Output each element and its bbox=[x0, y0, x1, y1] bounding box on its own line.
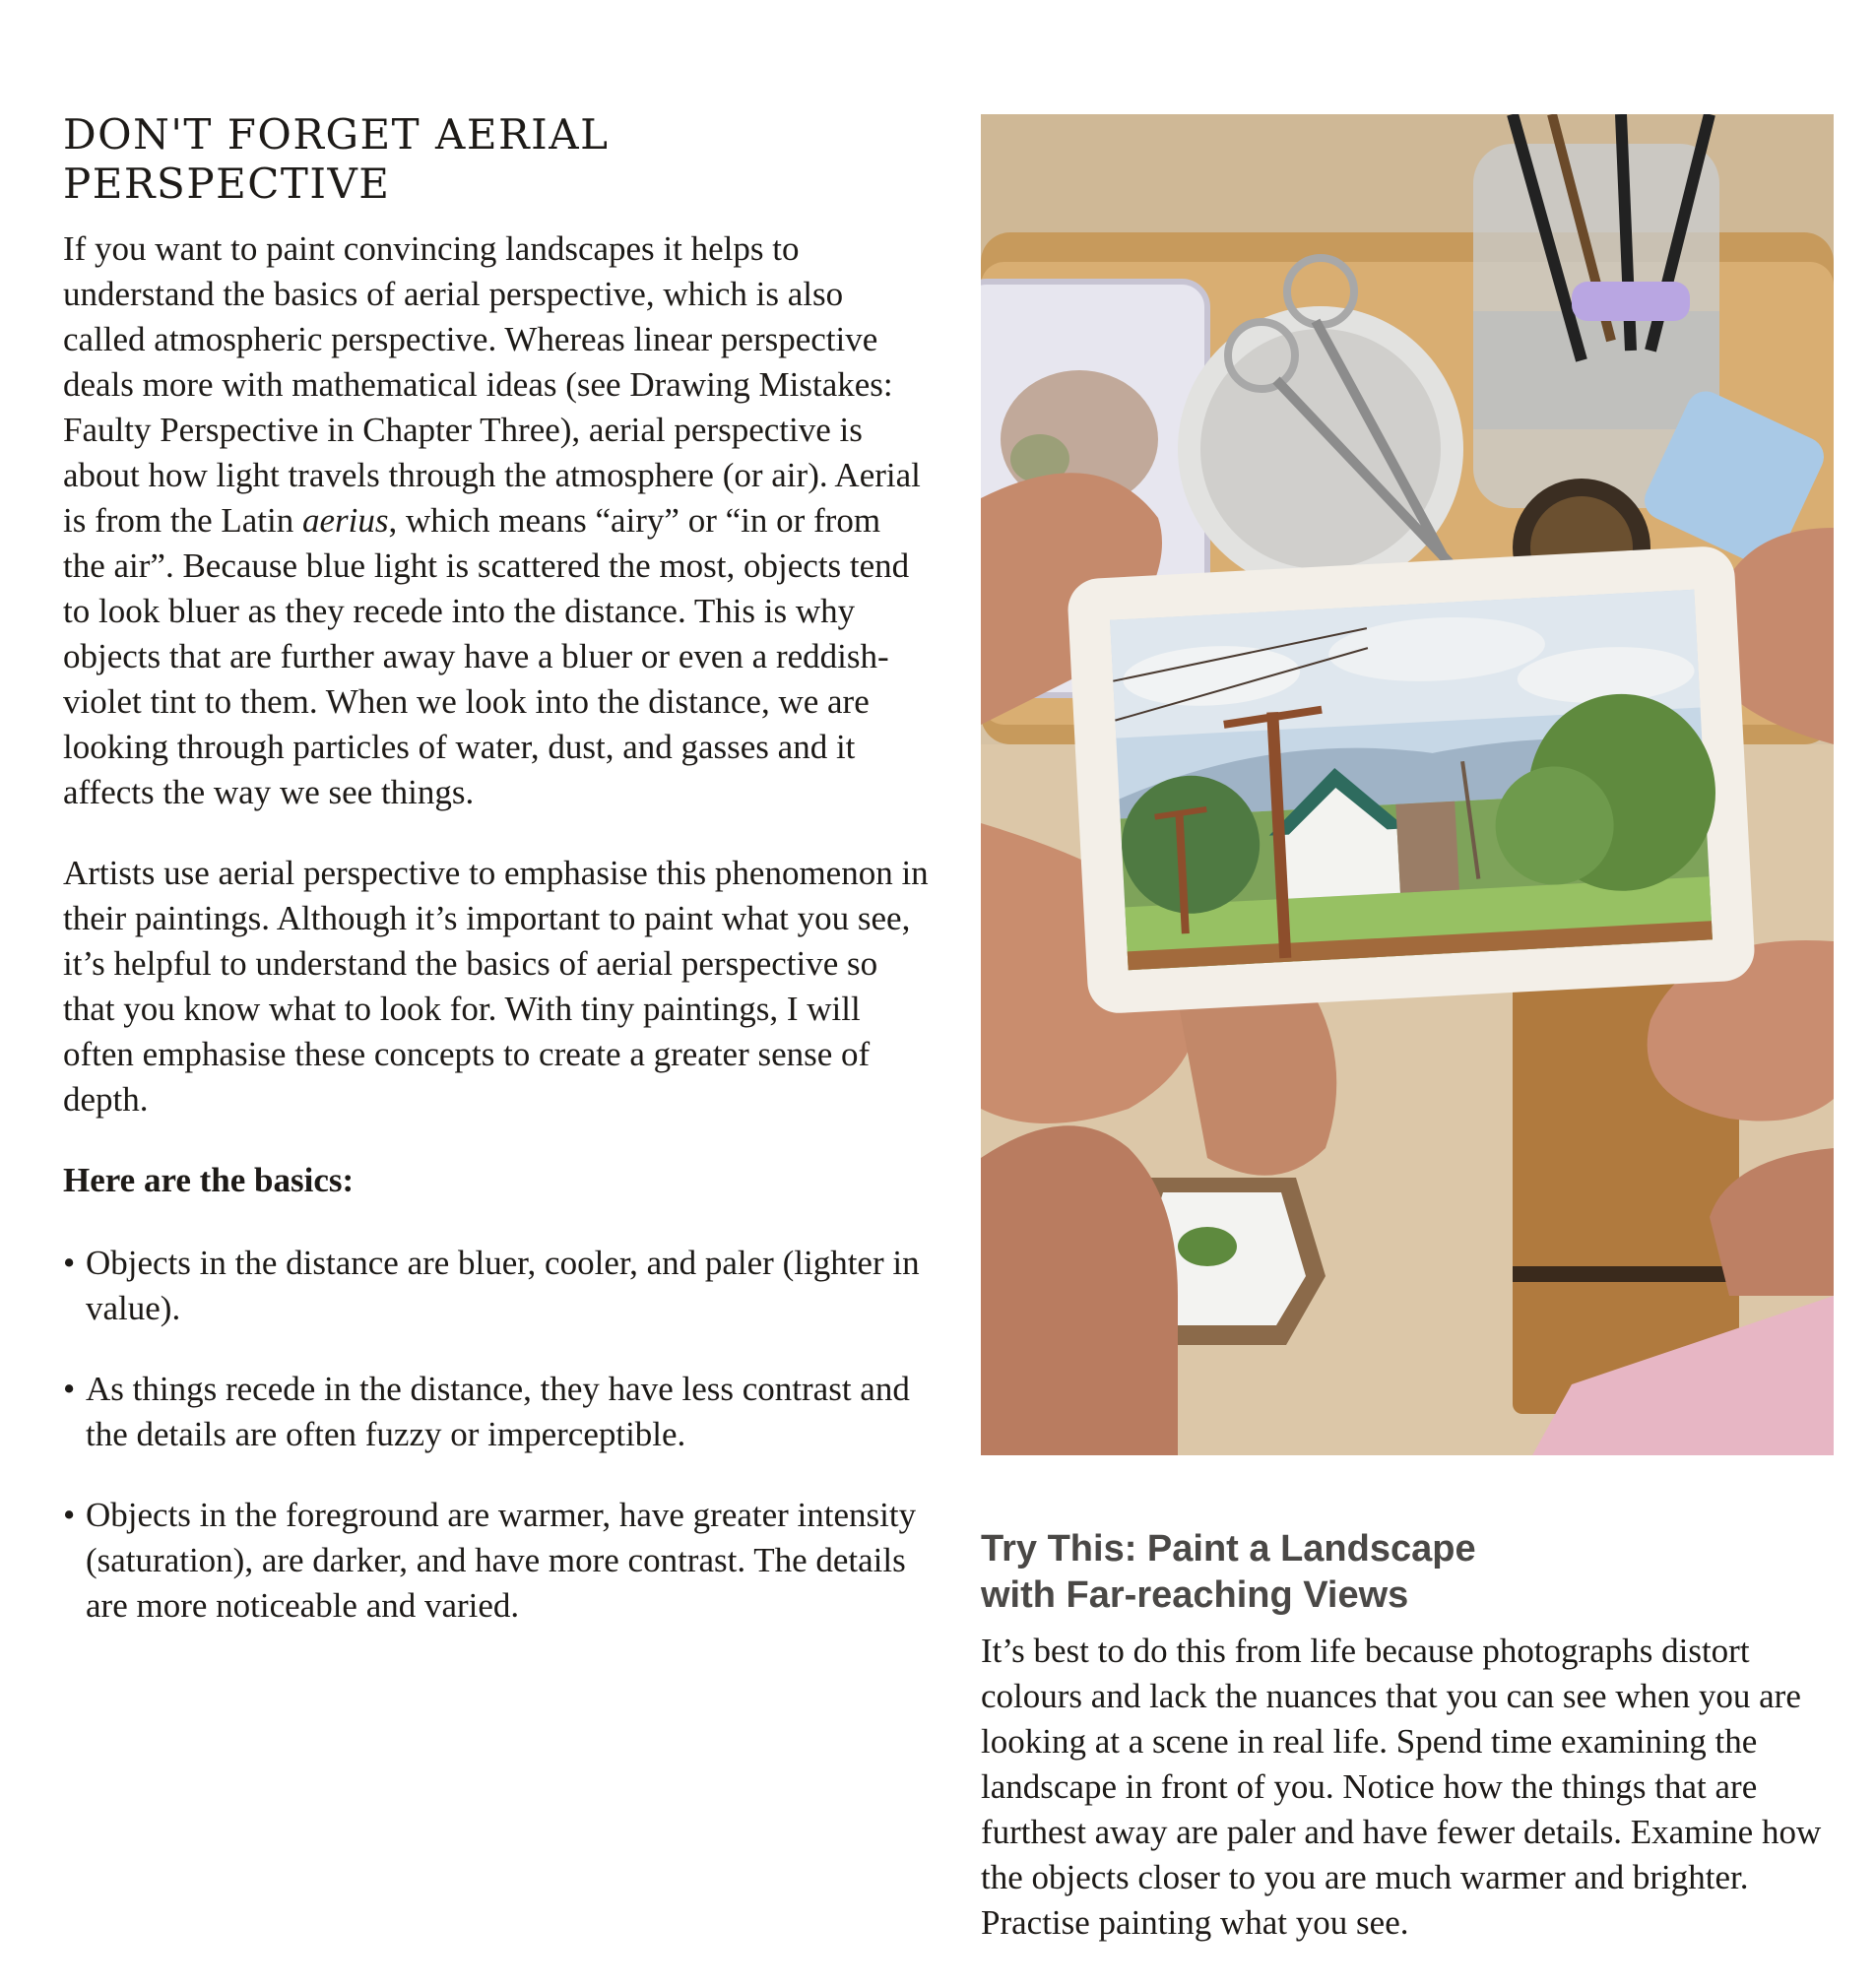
bullet-text: As things recede in the distance, they have less contrast and the details are often fuzzy or imperceptible. bbox=[86, 1370, 910, 1453]
heading-line-1: DON'T FORGET AERIAL bbox=[63, 110, 610, 159]
try-this-heading bbox=[981, 1526, 1834, 1619]
bullet-icon: • bbox=[63, 1370, 76, 1408]
basics-list bbox=[63, 1241, 930, 1629]
bullet-text: Objects in the distance are bluer, cooler, and paler (lighter in value). bbox=[86, 1244, 920, 1327]
list-item bbox=[63, 1493, 930, 1629]
try-heading-line-2: with Far-reaching Views bbox=[981, 1574, 1409, 1616]
try-this-text: It’s best to do this from life because photographs distort colours and lack the nuances that you can see when you are looking at a scene in real life. Spend time examining the landscape in front of you. Notice how the things that are furthest away are paler and have fewer details. Examine how the objects closer to you are much warmer and brighter. Practise painting what you see. bbox=[981, 1632, 1822, 1942]
basics-heading: Here are the basics: bbox=[63, 1161, 355, 1199]
heading-line-2: PERSPECTIVE bbox=[63, 160, 391, 208]
bullet-icon: • bbox=[63, 1244, 76, 1282]
article-column bbox=[63, 110, 930, 1664]
intro-text-part-1: If you want to paint convincing landscapes it helps to understand the basics of aerial perspective, which is also called atmospheric perspective. Whereas linear perspective deals more with mathematical ideas (see Drawing Mistakes: Faulty Perspective in Chapter Three), aerial perspective is about how light travels through the atmosphere (or air). Aerial is from the Latin bbox=[63, 229, 921, 540]
latin-term: aerius bbox=[302, 501, 389, 540]
sidebar-column bbox=[981, 114, 1834, 1946]
try-heading-line-1: Try This: Paint a Landscape bbox=[981, 1528, 1476, 1570]
miniature-painting-photo bbox=[981, 114, 1834, 1455]
list-item bbox=[63, 1241, 930, 1331]
bullet-icon: • bbox=[63, 1496, 76, 1534]
intro-text-part-2: , which means “airy” or “in or from the air”. Because blue light is scattered the most, objects tend to look bluer as they recede into the distance. This is why objects that are further away have a bluer or even a reddish-violet tint to them. When we look into the distance, we are looking through particles of water, dust, and gasses and it affects the way we see things. bbox=[63, 501, 910, 811]
emphasis-paragraph: Artists use aerial perspective to emphasise this phenomenon in their paintings. Although it’s important to paint what you see, it’s helpful to understand the basics of aerial perspective so that you know what to look for. With tiny paintings, I will often emphasise these concepts to create a greater sense of depth. bbox=[63, 854, 929, 1119]
bullet-text: Objects in the foreground are warmer, have greater intensity (saturation), are darker, and have more contrast. The details are more noticeable and varied. bbox=[86, 1496, 917, 1625]
list-item bbox=[63, 1367, 930, 1457]
article-heading bbox=[63, 110, 930, 209]
intro-paragraph bbox=[63, 226, 930, 815]
